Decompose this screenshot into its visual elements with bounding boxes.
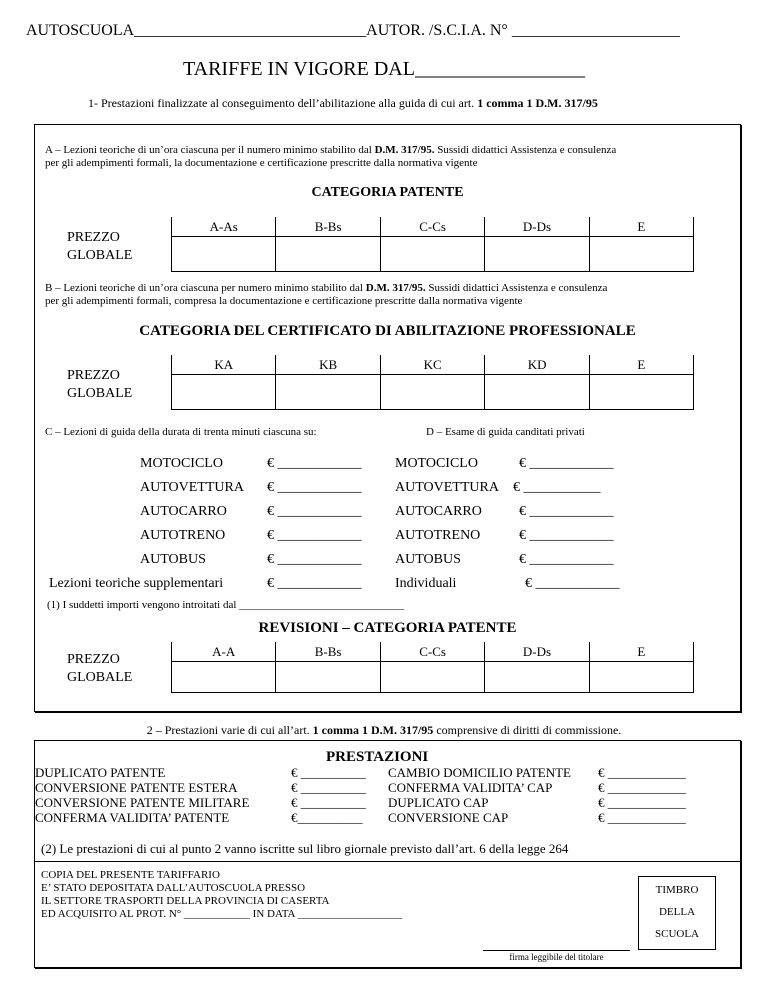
stamp-line: DELLA: [658, 906, 696, 918]
copia-text: [41, 869, 402, 921]
c-label-autocarro: AUTOCARRO: [140, 504, 227, 519]
prestazioni-right-values: [598, 765, 686, 825]
price-cell[interactable]: [172, 375, 276, 410]
timbro-box: [638, 876, 716, 950]
note-2: (2) Le prestazioni di cui al punto 2 vanno iscritte sul libro giornale previsto dall’art. 6 della legge 264: [41, 841, 569, 856]
prest-right-label: CAMBIO DOMICILIO PATENTE: [388, 765, 571, 780]
block-b-line2: per gli adempimenti formali, compresa la documentazione e certificazione prescritte dalla normativa vigente: [45, 295, 523, 307]
block-a-table-title: CATEGORIA PATENTE: [311, 185, 464, 200]
d-value-autocarro[interactable]: € ____________: [519, 504, 614, 519]
c-value-motociclo[interactable]: € ____________: [267, 456, 362, 471]
globale-label: GLOBALE: [67, 386, 133, 401]
prestazioni-left-values: [291, 765, 366, 825]
block-a-text: [45, 144, 735, 170]
col-header: KB: [276, 355, 380, 375]
c-value-autobus[interactable]: € ____________: [267, 552, 362, 567]
col-header: A-As: [172, 217, 276, 237]
col-header: B-Bs: [276, 217, 380, 237]
c-value-autotreno[interactable]: € ____________: [267, 528, 362, 543]
block-b-text: [45, 282, 735, 308]
d-label-autocarro: AUTOCARRO: [395, 504, 482, 519]
c-label-autobus: AUTOBUS: [140, 552, 206, 567]
prezzo-label: PREZZO: [67, 652, 120, 667]
col-header: B-Bs: [276, 642, 380, 662]
copia-line: E’ STATO DEPOSITATA DALL’AUTOSCUOLA PRESSO: [41, 882, 306, 894]
firma-label: firma leggibile del titolare: [509, 952, 604, 962]
divider: [35, 861, 740, 862]
prest-right-value[interactable]: € ____________: [598, 810, 686, 825]
stamp-line: SCUOLA: [654, 928, 699, 940]
prest-left-label: DUPLICATO PATENTE: [35, 765, 166, 780]
prestazioni-box: [34, 740, 741, 968]
d-label-autovettura: AUTOVETTURA: [395, 480, 499, 495]
d-label-motociclo: MOTOCICLO: [395, 456, 478, 471]
price-cell[interactable]: [589, 375, 693, 410]
price-cell[interactable]: [276, 237, 380, 272]
section1-text: 1- Prestazioni finalizzate al conseguimento dell’abilitazione alla guida di cui art.: [88, 96, 478, 110]
block-c-title: C – Lezioni di guida della durata di trenta minuti ciascuna su:: [45, 426, 317, 438]
col-header: C-Cs: [380, 642, 484, 662]
c-value-lezioni-supplementari[interactable]: € ____________: [267, 576, 362, 591]
block-d-title: D – Esame di guida canditati privati: [426, 426, 585, 438]
section1-heading: [88, 96, 598, 111]
revisioni-title: REVISIONI – CATEGORIA PATENTE: [258, 620, 517, 636]
tariff-box: [34, 124, 741, 712]
block-a-line1: A – Lezioni teoriche di un’ora ciascuna per il numero minimo stabilito dal: [45, 144, 375, 156]
prestazioni-title: PRESTAZIONI: [326, 749, 429, 765]
block-b-prezzo-globale: [67, 367, 132, 403]
prest-left-value[interactable]: € __________: [291, 795, 366, 810]
c-value-autovettura[interactable]: € ____________: [267, 480, 362, 495]
price-cell[interactable]: [380, 375, 484, 410]
price-cell[interactable]: [380, 662, 484, 693]
col-header: KC: [380, 355, 484, 375]
prest-right-value[interactable]: € ____________: [598, 780, 686, 795]
revisioni-price-table: [171, 642, 694, 693]
prest-right-label: CONFERMA VALIDITA’ CAP: [388, 780, 553, 795]
price-cell[interactable]: [276, 662, 380, 693]
prest-left-value[interactable]: € __________: [291, 780, 366, 795]
signature-line: [483, 950, 630, 951]
c-label-autotreno: AUTOTRENO: [140, 528, 226, 543]
col-header: E: [589, 355, 693, 375]
revisioni-prezzo-globale: [67, 651, 132, 687]
col-header: C-Cs: [380, 217, 484, 237]
block-a-prezzo-globale: [67, 229, 132, 265]
price-cell[interactable]: [589, 662, 693, 693]
globale-label: GLOBALE: [67, 248, 133, 263]
block-a-bold: D.M. 317/95.: [374, 144, 435, 156]
stamp-line: TIMBRO: [655, 884, 699, 896]
d-label-autotreno: AUTOTRENO: [395, 528, 481, 543]
note-1: (1) I suddetti importi vengono introitati dal ______________________________: [47, 599, 405, 611]
price-cell[interactable]: [276, 375, 380, 410]
copia-line: ED ACQUISITO AL PROT. N° ____________ IN DATA ___________________: [41, 908, 403, 920]
prestazioni-left-labels: [35, 765, 249, 825]
d-value-autotreno[interactable]: € ____________: [519, 528, 614, 543]
col-header: D-Ds: [485, 217, 589, 237]
col-header: E: [589, 217, 693, 237]
d-value-motociclo[interactable]: € ____________: [519, 456, 614, 471]
header-line: AUTOSCUOLA_____________________________AUTOR. /S.C.I.A. N° _____________________: [26, 22, 680, 39]
prestazioni-right-labels: [388, 765, 571, 825]
block-b-table-title: CATEGORIA DEL CERTIFICATO DI ABILITAZIONE PROFESSIONALE: [139, 323, 636, 339]
prest-left-label: CONVERSIONE PATENTE ESTERA: [35, 780, 238, 795]
section2-bold: 1 comma 1 D.M. 317/95: [312, 723, 434, 737]
globale-label: GLOBALE: [67, 670, 133, 685]
block-a-line1-end: Sussidi didattici Assistenza e consulenza: [434, 144, 617, 156]
prezzo-label: PREZZO: [67, 230, 120, 245]
c-label-lezioni-supplementari: Lezioni teoriche supplementari: [49, 576, 224, 591]
d-label-individuali: Individuali: [395, 576, 457, 591]
block-a-line2: per gli adempimenti formali, la documentazione e certificazione prescritte dalla normativa vigente: [45, 157, 478, 169]
price-cell[interactable]: [485, 375, 589, 410]
d-value-autovettura[interactable]: € ___________: [513, 480, 601, 495]
section2-text-end: comprensive di diritti di commissione.: [433, 723, 622, 737]
col-header: KA: [172, 355, 276, 375]
section2-text: 2 – Prestazioni varie di cui all’art.: [146, 723, 313, 737]
prest-right-value[interactable]: € ____________: [598, 795, 686, 810]
prest-right-value[interactable]: € ____________: [598, 765, 686, 780]
c-label-motociclo: MOTOCICLO: [140, 456, 223, 471]
prezzo-label: PREZZO: [67, 368, 120, 383]
price-cell[interactable]: [485, 662, 589, 693]
d-value-autobus[interactable]: € ____________: [519, 552, 614, 567]
prest-left-value[interactable]: €__________: [291, 810, 363, 825]
prest-right-label: CONVERSIONE CAP: [388, 810, 509, 825]
c-value-autocarro[interactable]: € ____________: [267, 504, 362, 519]
price-cell[interactable]: [485, 237, 589, 272]
page-title: TARIFFE IN VIGORE DAL_________________: [183, 58, 585, 80]
copia-line: IL SETTORE TRASPORTI DELLA PROVINCIA DI CASERTA: [41, 895, 330, 907]
price-cell[interactable]: [380, 237, 484, 272]
prest-left-label: CONFERMA VALIDITA’ PATENTE: [35, 810, 230, 825]
price-cell[interactable]: [172, 237, 276, 272]
section2-heading: [0, 723, 768, 738]
prest-left-value[interactable]: € __________: [291, 765, 366, 780]
block-b-line1-end: Sussidi didattici Assistenza e consulenza: [425, 282, 608, 294]
col-header: D-Ds: [485, 642, 589, 662]
block-b-line1: B – Lezioni teoriche di un’ora ciascuna per numero minimo stabilito dal: [45, 282, 366, 294]
col-header: KD: [485, 355, 589, 375]
prest-left-label: CONVERSIONE PATENTE MILITARE: [35, 795, 250, 810]
col-header: A-A: [172, 642, 276, 662]
d-label-autobus: AUTOBUS: [395, 552, 461, 567]
col-header: E: [589, 642, 693, 662]
c-label-autovettura: AUTOVETTURA: [140, 480, 244, 495]
block-a-price-table: [171, 217, 694, 272]
section1-bold: 1 comma 1 D.M. 317/95: [477, 96, 598, 110]
block-b-price-table: [171, 355, 694, 410]
block-b-bold: D.M. 317/95.: [365, 282, 426, 294]
copia-line: COPIA DEL PRESENTE TARIFFARIO: [41, 869, 220, 881]
price-cell[interactable]: [172, 662, 276, 693]
prest-right-label: DUPLICATO CAP: [388, 795, 489, 810]
d-value-individuali[interactable]: € ____________: [525, 576, 620, 591]
price-cell[interactable]: [589, 237, 693, 272]
